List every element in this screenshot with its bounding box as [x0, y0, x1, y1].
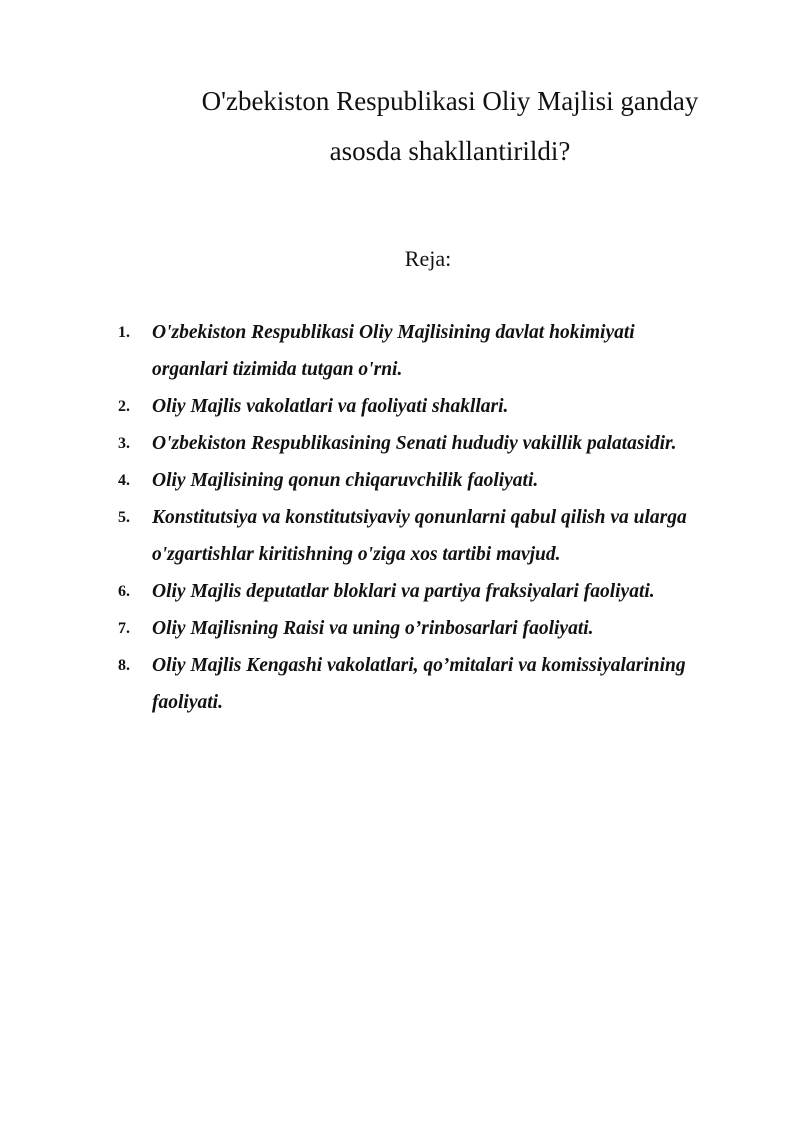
plan-item-line: Oliy Majlis vakolatlari va faoliyati shakllari. [152, 396, 509, 417]
plan-item-text [152, 425, 758, 462]
plan-item-text [152, 499, 758, 573]
plan-item-line: Oliy Majlis deputatlar bloklari va partiya fraksiyalari faoliyati. [152, 581, 655, 602]
plan-item-number: 2. [118, 398, 130, 415]
title-line-1: O'zbekiston Respublikasi Oliy Majlisi ganday [201, 86, 699, 116]
plan-item-number: 5. [118, 509, 130, 526]
plan-item-line: Oliy Majlisining qonun chiqaruvchilik faoliyati. [152, 470, 539, 491]
plan-item-number: 3. [118, 435, 130, 452]
title-line-2: asosda shakllantirildi? [329, 136, 571, 166]
plan-item-line: Oliy Majlisning Raisi va uning o’rinbosarlari faoliyati. [152, 618, 594, 639]
plan-item-line: Oliy Majlis Kengashi vakolatlari, qo’mitalari va komissiyalarining [152, 655, 686, 676]
plan-item-4 [118, 462, 758, 499]
plan-item-3 [118, 425, 758, 462]
plan-item-8 [118, 647, 758, 721]
document-title [120, 76, 780, 176]
plan-item-7 [118, 610, 758, 647]
plan-item-line: faoliyati. [152, 692, 223, 713]
plan-item-text [152, 610, 758, 647]
plan-item-text [152, 647, 758, 721]
plan-item-text [152, 462, 758, 499]
plan-item-number: 8. [118, 657, 130, 674]
plan-item-2 [118, 388, 758, 425]
plan-item-line: O'zbekiston Respublikasi Oliy Majlisining davlat hokimiyati [152, 322, 635, 343]
plan-item-line: Konstitutsiya va konstitutsiyaviy qonunlarni qabul qilish va ularga [152, 507, 687, 528]
plan-item-line: organlari tizimida tutgan o'rni. [152, 359, 403, 380]
plan-item-number: 1. [118, 324, 130, 341]
plan-item-line: o'zgartishlar kiritishning o'ziga xos tartibi mavjud. [152, 544, 561, 565]
plan-item-line: O'zbekiston Respublikasining Senati hududiy vakillik palatasidir. [152, 433, 677, 454]
plan-item-5 [118, 499, 758, 573]
plan-item-text [152, 388, 758, 425]
plan-item-6 [118, 573, 758, 610]
plan-item-number: 6. [118, 583, 130, 600]
plan-item-text [152, 573, 758, 610]
plan-list [118, 314, 758, 721]
plan-item-number: 7. [118, 620, 130, 637]
plan-item-1 [118, 314, 758, 388]
plan-heading: Reja: [404, 246, 452, 271]
plan-item-text [152, 314, 758, 388]
plan-item-number: 4. [118, 472, 130, 489]
